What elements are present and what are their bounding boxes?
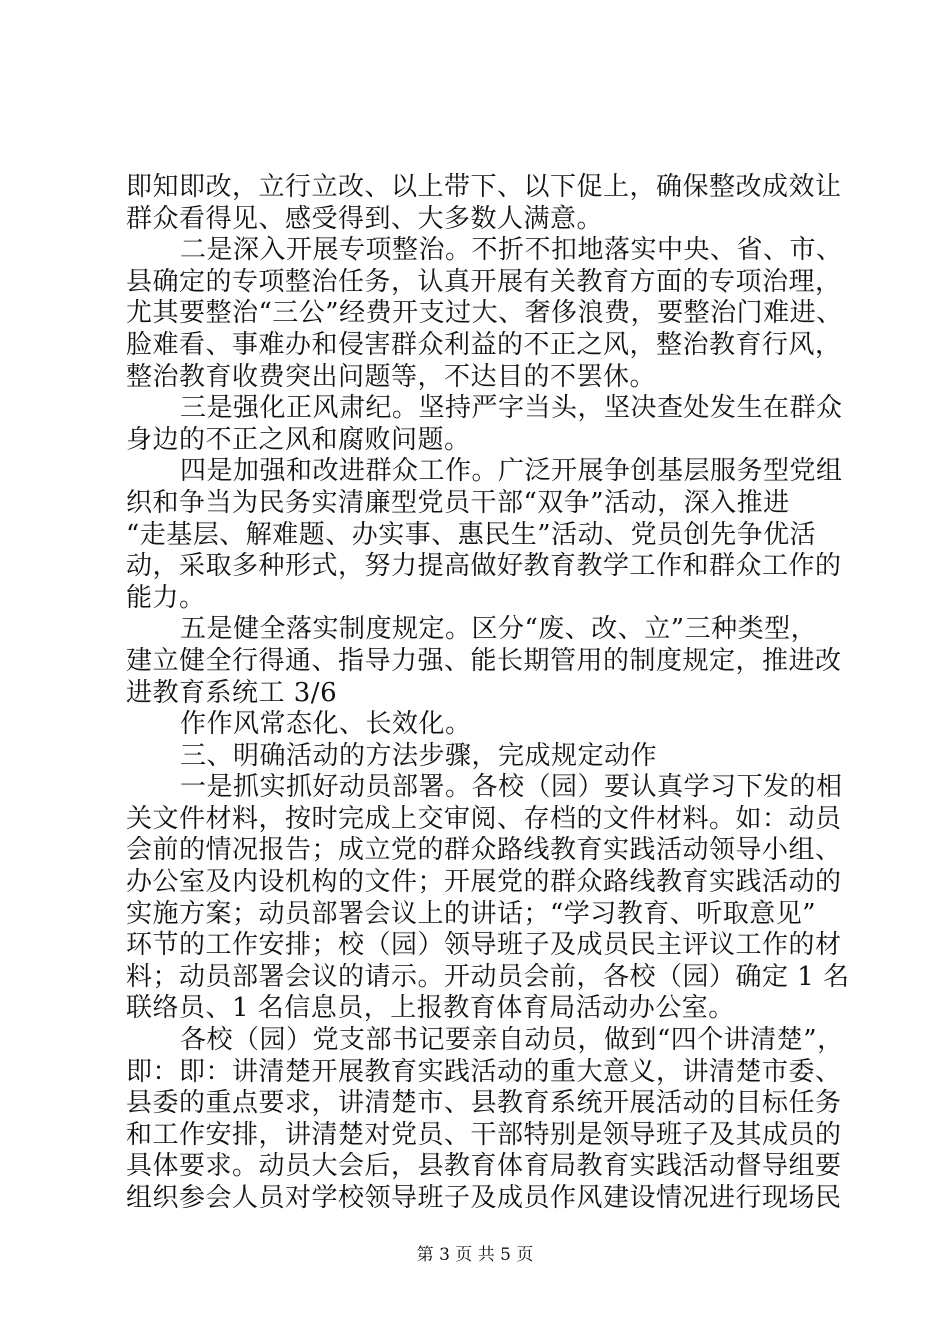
body-line: 县确定的专项整治任务，认真开展有关教育方面的专项治理，: [126, 266, 842, 297]
body-line: 二是深入开展专项整治。不折不扣地落实中央、省、市、: [180, 235, 843, 266]
body-line: 整治教育收费突出问题等，不达目的不罢休。: [126, 361, 657, 392]
body-line: “走基层、解难题、办实事、惠民生”活动、党员创先争优活: [126, 519, 817, 550]
body-line: 身边的不正之风和腐败问题。: [126, 424, 471, 455]
body-line: 尤其要整治“三公”经费开支过大、奢侈浪费，要整治门难进、: [126, 298, 843, 329]
body-line: 会前的情况报告；成立党的群众路线教育实践活动领导小组、: [126, 835, 842, 866]
body-line: 环节的工作安排；校（园）领导班子及成员民主评议工作的材: [126, 930, 842, 961]
body-line: 联络员、1 名信息员，上报教育体育局活动办公室。: [126, 993, 735, 1024]
page-footer: 第 3 页 共 5 页: [416, 1245, 534, 1265]
body-line: 群众看得见、感受得到、大多数人满意。: [126, 203, 604, 234]
body-line: 织和争当为民务实清廉型党员干部“双争”活动，深入推进: [126, 487, 790, 518]
body-line: 动，采取多种形式，努力提高做好教育教学工作和群众工作的: [126, 551, 842, 582]
body-line: 料；动员部署会议的请示。开动员会前，各校（园）确定 1 名: [126, 961, 850, 992]
body-line: 作作风常态化、长效化。: [180, 709, 472, 740]
body-line: 三是强化正风肃纪。坚持严字当头，坚决查处发生在群众: [180, 393, 843, 424]
body-line: 各校（园）党支部书记要亲自动员，做到“四个讲清楚”，: [180, 1025, 844, 1056]
body-line: 进教育系统工 3/6: [126, 677, 338, 708]
body-line: 县委的重点要求，讲清楚市、县教育系统开展活动的目标任务: [126, 1088, 842, 1119]
body-line: 即知即改，立行立改、以上带下、以下促上，确保整改成效让: [126, 172, 842, 202]
body-line: 能力。: [126, 582, 206, 613]
body-line: 组织参会人员对学校领导班子及成员作风建设情况进行现场民: [126, 1183, 842, 1213]
body-line: 实施方案；动员部署会议上的讲话；“学习教育、听取意见”: [126, 898, 817, 929]
body-line: 一是抓实抓好动员部署。各校（园）要认真学习下发的相: [180, 772, 843, 803]
body-line: 建立健全行得通、指导力强、能长期管用的制度规定，推进改: [126, 645, 842, 676]
body-line: 五是健全落实制度规定。区分“废、改、立”三种类型，: [180, 614, 818, 645]
body-line: 具体要求。动员大会后，县教育体育局教育实践活动督导组要: [126, 1151, 842, 1182]
body-line: 脸难看、事难办和侵害群众利益的不正之风，整治教育行风，: [126, 329, 842, 360]
document-body: [126, 172, 850, 1215]
section-heading: 三、明确活动的方法步骤，完成规定动作: [180, 740, 658, 771]
body-line: 即：即：讲清楚开展教育实践活动的重大意义，讲清楚市委、: [126, 1056, 842, 1087]
body-line: 办公室及内设机构的文件；开展党的群众路线教育实践活动的: [126, 867, 842, 898]
body-line: 四是加强和改进群众工作。广泛开展争创基层服务型党组: [180, 456, 843, 487]
body-line: 关文件材料，按时完成上交审阅、存档的文件材料。如：动员: [126, 803, 842, 834]
body-line: 和工作安排，讲清楚对党员、干部特别是领导班子及其成员的: [126, 1119, 842, 1150]
